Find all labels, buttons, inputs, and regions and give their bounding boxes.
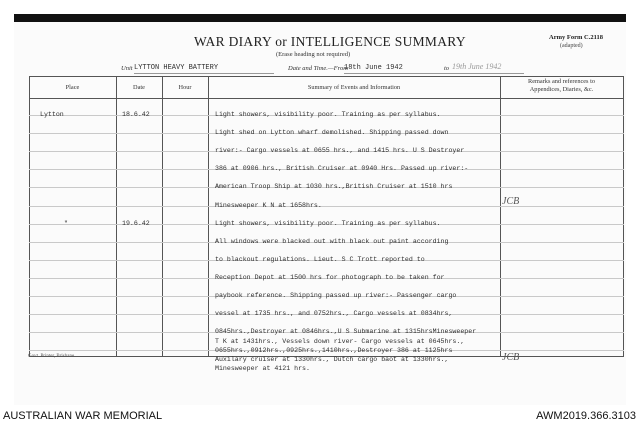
to-label: to <box>444 65 450 72</box>
printer-imprint: Govt. Printer, Brisbane <box>28 354 75 359</box>
diary-page <box>14 14 626 405</box>
entry-line: Minesweeper at 4121 hrs. <box>215 365 310 372</box>
entry-place: Lytton <box>40 111 64 118</box>
entry-line: river:- Cargo vessels at 0655 hrs., and 1415 hrs. U S Destroyer <box>215 147 465 154</box>
entry-line: vessel at 1735 hrs., and 0752hrs., Cargo vessels at 0834hrs, <box>215 310 453 317</box>
entry-line: paybook reference. Shipping passed up river:- Passenger cargo <box>215 292 457 299</box>
form-subtitle: (Erase heading not required) <box>276 51 351 58</box>
unit-value: LYTTON HEAVY BATTERY <box>134 64 219 72</box>
entry-line: Light showers, visibility poor. Training as per syllabus. <box>215 111 441 118</box>
date-underline <box>344 73 524 74</box>
officer-initials-signature: JCB <box>502 196 520 207</box>
entry-line: Minesweeper K N at 1658hrs. <box>215 202 322 209</box>
unit-label: Unit <box>121 65 133 72</box>
entry-line: 0845hrs.,Destroyer at 0846hrs.,U S Submarine at 1315hrsMinesweeper <box>215 328 477 335</box>
unit-underline <box>134 73 274 74</box>
date-from-value: 18th June 1942 <box>344 64 403 72</box>
footer-institution: AUSTRALIAN WAR MEMORIAL <box>3 410 163 422</box>
entry-place-ditto: " <box>64 220 68 227</box>
adapted-note: (adapted) <box>560 43 583 49</box>
header-remarks-line1: Remarks and references to <box>528 78 595 85</box>
entry-line: Reception Depot at 1500 hrs for photograph to be taken for <box>215 274 445 281</box>
entry-line: 386 at 0906 hrs., British Cruiser at 0940 Hrs. Passed up river:- <box>215 165 469 172</box>
entry-line: to blackout regulations. Lieut. S C Trott reported to <box>215 256 425 263</box>
date-to-value: 19th June 1942 <box>452 62 502 71</box>
form-title: WAR DIARY or INTELLIGENCE SUMMARY <box>194 34 466 49</box>
date-label: Date and Time.—From <box>288 65 348 72</box>
entry-line: Auxilary cruiser at 1330hrs., Dutch cargo baot at 1330hrs., <box>215 356 449 363</box>
entry-line: T K at 1431hrs., Vessels down river- Cargo vessels at 0645hrs., <box>215 338 465 345</box>
officer-initials-signature: JCB <box>502 352 520 363</box>
page-top-edge <box>14 14 626 22</box>
table-top-border <box>29 76 624 77</box>
header-hour: Hour <box>178 84 192 91</box>
entry-line: Light shed on Lytton wharf demolished. Shipping passed down <box>215 129 449 136</box>
header-summary: Summary of Events and Information <box>307 84 401 91</box>
header-bottom-border <box>29 98 624 99</box>
army-form-number: Army Form C.2118 <box>549 34 603 41</box>
header-remarks-line2: Appendices, Diaries, &c. <box>529 86 594 93</box>
entry-date: 18.6.42 <box>122 111 150 118</box>
entry-line: Light showers, visibility poor. Training as per syllabus. <box>215 220 441 227</box>
entry-line: 0655hrs.,0912hrs.,0925hrs.,1410hrs.,Destroyer 386 at 1125hrs <box>215 347 453 354</box>
entry-date: 19.6.42 <box>122 220 150 227</box>
footer-accession-number: AWM2019.366.3103 <box>536 410 636 422</box>
header-place: Place <box>65 84 80 91</box>
entry-line: All windows were blacked out with black out paint according <box>215 238 449 245</box>
ruled-line <box>29 206 624 207</box>
entry-line: American Troop Ship at 1030 hrs.,British Cruiser at 1510 hrs <box>215 183 453 190</box>
header-date: Date <box>133 84 145 91</box>
